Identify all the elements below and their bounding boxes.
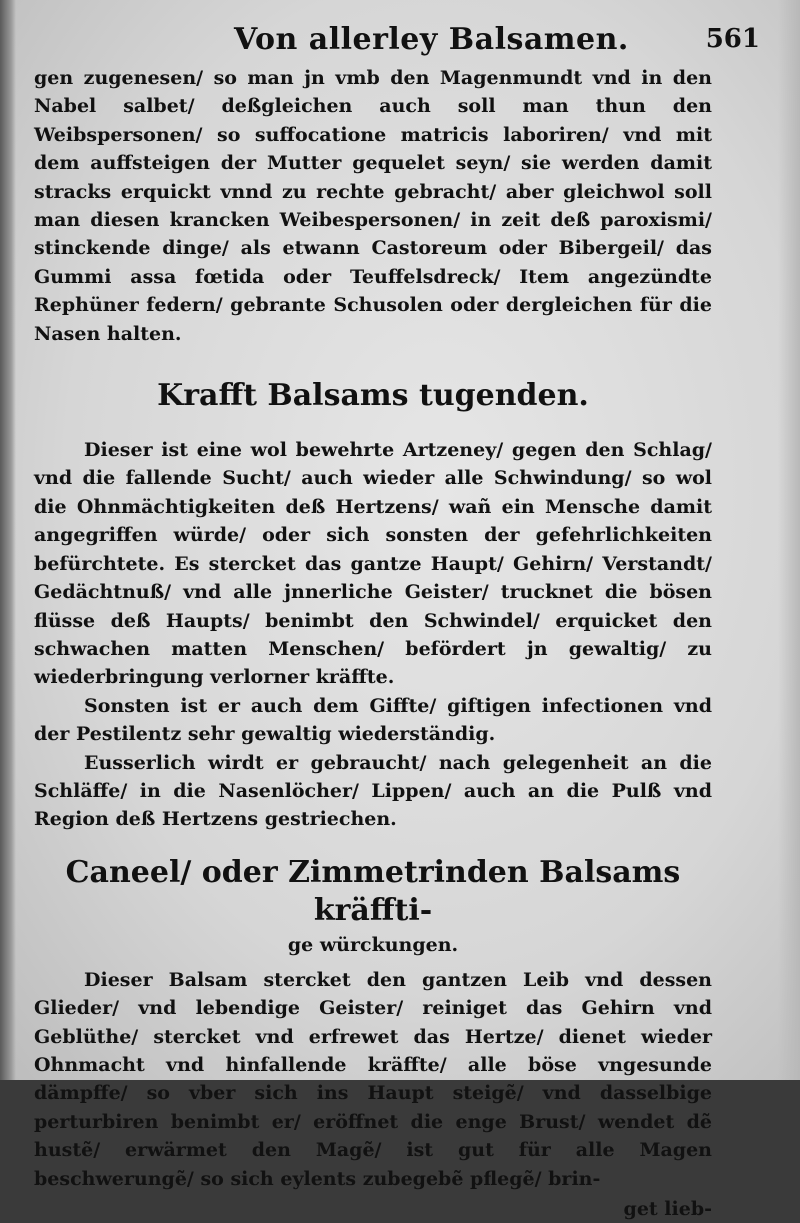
paragraph: Eusserlich wirdt er gebraucht/ nach gelegenheit an die Schläffe/ in die Nasenlöcher/ Lippen/ auch an die Pulß vnd Region deß Hertzens gestriechen. xyxy=(34,751,712,831)
section-heading-krafft-balsam: Krafft Balsams tugenden. xyxy=(157,378,589,414)
page-edge-shadow xyxy=(778,0,800,1080)
section-heading-caneel-balsam: Caneel/ oder Zimmetrinden Balsams kräffti- xyxy=(65,854,681,928)
paragraph: Dieser ist eine wol bewehrte Artzeney/ gegen den Schlag/ vnd die fallende Sucht/ auch wieder alle Schwindung/ so wol die Ohnmächtigkeiten deß Hertzens/ wañ ein Mensche damit angegriffen würde/ oder sich sonsten der gefehrlichkeiten befürchtete. Es stercket das gantze Haupt/ Gehirn/ Verstandt/ Gedächtnuß/ vnd alle jnnerliche Geister/ trucknet die bösen flüsse deß Haupts/ benimbt den Schwindel/ erquicket den schwachen matten Menschen/ befördert jn gewaltig/ zu wiederbringung verlorner kräffte. xyxy=(34,439,712,689)
page-number: 561 xyxy=(705,24,760,54)
paragraph: Sonsten ist er auch dem Giffte/ giftigen infectionen vnd der Pestilentz sehr gewaltig wiederständig. xyxy=(34,694,712,746)
running-header xyxy=(34,20,760,64)
page-gutter-shadow xyxy=(0,0,16,1080)
section-heading-continuation: ge würckungen. xyxy=(287,933,459,956)
running-title: Von allerley Balsamen. xyxy=(234,22,629,57)
catchword: get lieb- xyxy=(623,1198,712,1220)
paragraph: Dieser Balsam stercket den gantzen Leib vnd dessen Glieder/ vnd lebendige Geister/ reiniget das Gehirn vnd Geblüthe/ stercket vnd erfrewet das Hertze/ dienet wieder Ohnmacht vnd hinfallende kräffte/ alle böse vngesunde dämpffe/ so vber sich ins Haupt steigẽ/ vnd dasselbige perturbiren benimbt er/ eröffnet die enge Brust/ wendet dẽ hustẽ/ erwärmet den Magẽ/ ist gut für alle Magen beschwerungẽ/ so sich eylents zubegebẽ pflegẽ/ brin- xyxy=(34,968,712,1190)
intro-paragraph: gen zugenesen/ so man jn vmb den Magenmundt vnd in den Nabel salbet/ deßgleichen auch soll man thun den Weibspersonen/ so suffocatione matricis laboriren/ vnd mit dem auffsteigen der Mutter gequelet seyn/ sie werden damit stracks erquickt vnnd zu rechte gebracht/ aber gleichwol soll man diesen krancken Weibespersonen/ in zeit deß paroxismi/ stinckende dinge/ als etwann Castoreum oder Bibergeil/ das Gummi assa fœtida oder Teuffelsdreck/ Item angezündte Rephüner federn/ gebrante Schusolen oder dergleichen für die Nasen halten. xyxy=(34,67,712,345)
